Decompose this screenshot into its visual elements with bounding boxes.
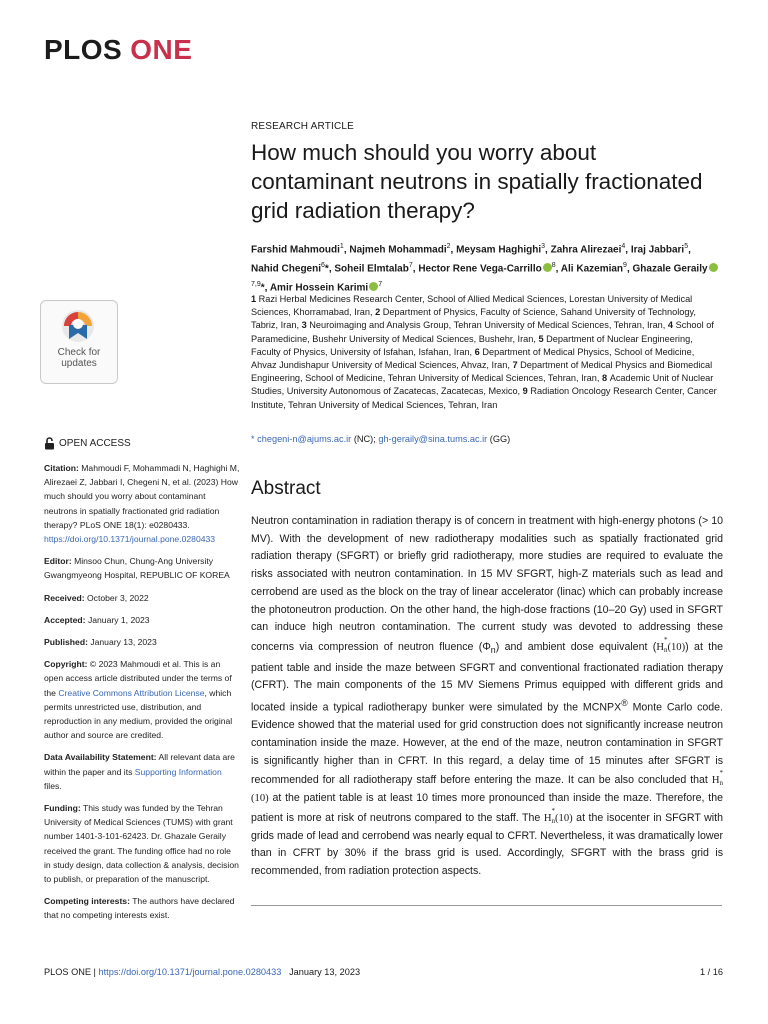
- author-name[interactable]: Ali Kazemian: [560, 263, 624, 275]
- affiliation-text: Razi Herbal Medicines Research Center, School of Allied Medical Sciences, Lorestan University of Medical Sciences, Khorramabad, Iran,: [251, 294, 693, 318]
- abstract-heading: Abstract: [251, 478, 321, 499]
- affiliation-text: Department of Medical Physics, School of Medicine, Ahvaz Jundishapur University of Medical Sciences, Ahvaz, Iran,: [251, 346, 695, 371]
- affiliation-number: 6: [474, 346, 483, 357]
- corresponding-author-marker: *: [260, 281, 265, 293]
- published-label: Published:: [44, 637, 88, 648]
- footer-separator: |: [93, 967, 96, 977]
- email-link-gg[interactable]: gh-geraily@sina.tums.ac.ir: [378, 434, 488, 444]
- author-affiliation-number: 6: [321, 261, 325, 269]
- check-updates-line2: updates: [61, 358, 97, 369]
- supporting-information-link[interactable]: Supporting Information: [134, 766, 222, 777]
- author-affiliation-number: 2: [446, 243, 451, 250]
- author-affiliation-number: 7: [378, 280, 383, 288]
- author-name[interactable]: Hector Rene Vega-Carrillo: [418, 263, 542, 275]
- editor-label: Editor:: [44, 556, 72, 567]
- competing-interests-text: The authors have declared that no competing interests exist.: [44, 896, 235, 921]
- author-affiliation-number: 1: [339, 243, 344, 250]
- logo-one: ONE: [130, 34, 193, 65]
- affiliation-text: Neuroimaging and Analysis Group, Tehran University of Medical Sciences, Tehran, Iran,: [309, 320, 668, 331]
- page-number: 1 / 16: [700, 967, 723, 977]
- abstract-part-5: at the patient table is at least 10 times more pronounced than inside the maze. Therefore, the patient is more at risk of neutrons compared to the staff. The: [251, 792, 723, 824]
- ambient-dose-symbol: H* n(10): [543, 806, 573, 825]
- author-name[interactable]: Zahra Alirezaei: [550, 244, 622, 256]
- data-availability-block: [44, 750, 240, 793]
- author-name[interactable]: Soheil Elmtalab: [334, 263, 409, 275]
- editor-block: [44, 554, 240, 582]
- page-footer: [44, 967, 723, 977]
- data-availability-label: Data Availability Statement:: [44, 752, 157, 763]
- data-availability-text-2: files.: [44, 780, 62, 791]
- section-divider: [251, 905, 722, 906]
- footer-doi-link[interactable]: https://doi.org/10.1371/journal.pone.0280433: [98, 967, 282, 977]
- open-access-label: OPEN ACCESS: [59, 438, 131, 449]
- author-affiliation-number: 9: [623, 261, 627, 269]
- footer-journal: PLOS ONE: [44, 967, 91, 977]
- affiliation-text: Department of Nuclear Engineering, Faculty of Physics, University of Isfahan, Isfahan, Iran,: [251, 333, 693, 357]
- affiliation-text: Department of Physics, Faculty of Science, Sahand University of Technology, Tabriz, Iran,: [251, 307, 696, 331]
- author-list: Farshid Mahmoudi$^1$, Najmeh Mohammadi$^2$, Meysam Haghighi$^3$, Zahra Alirezaei$^4$, Iraj Jabbari$^5$, Nahid Chegeni$^6$*, Soheil Elmtalab$^7$, Hector Rene Vega-Carrillo $^8$, Ali Kazemian$^9$, Ghazale Geraily$^{7,9}$*, Amir Hossein Karimi $^7$: [251, 239, 721, 295]
- article-title: How much should you worry about contaminant neutrons in spatially fractionated grid radiation therapy?: [251, 140, 703, 223]
- accepted-label: Accepted:: [44, 614, 86, 625]
- affiliation-number: 9: [522, 386, 531, 397]
- journal-logo[interactable]: [44, 34, 192, 66]
- competing-interests-block: [44, 894, 240, 922]
- accepted-date: January 1, 2023: [87, 614, 150, 625]
- abstract-part-3: ) at the patient table and inside the maze between SFGRT and conventional fractionated radiation therapy (CFRT). The main components of the 15 MV Siemens Primus equipped with different grids and located inside a typical radiotherapy bunker were simulated by the MCNPX: [251, 640, 723, 714]
- author-affiliation-number: 7,9: [251, 280, 261, 288]
- abstract-part-1: Neutron contamination in radiation therapy is of concern in treatment with high-energy photons (> 10 MV). With the development of new radiotherapy modalities such as spatially fractionated grid radiation therapy (SFGRT) or briefly grid radiotherapy, more studies are required to evaluate the risks associated with neutron contamination. In 15 MV SFGRT, high-Z materials such as lead and cerrobend are used as the block on the tray of linear accelerator (linac) which can probably increase the photoneutron production. On the other hand, the high-dose fractions (10–20 Gy) used in SFGRT can induce high neutron contamination. The current study was devoted to addressing these concerns via compression of neutron fluence (Φ: [251, 515, 723, 653]
- ambient-dose-symbol: H* n(10): [656, 635, 686, 654]
- author-name[interactable]: Nahid Chegeni: [251, 263, 322, 275]
- corr-tag-gg: (GG): [489, 434, 511, 444]
- author-affiliation-number: 4: [621, 243, 626, 250]
- funding-block: [44, 801, 240, 886]
- email-link-nc[interactable]: chegeni-n@ajums.ac.ir: [257, 434, 352, 444]
- funding-text: This study was funded by the Tehran University of Medical Sciences (TUMS) with grant number 1401-3-101-62423. Dr. Ghazale Geraily received the grant. The funding office had no role in study design, data collection & analysis, decision to publish, or preparation of the manuscript.: [44, 803, 239, 885]
- accepted-block: [44, 613, 240, 627]
- abstract-part-6: at the isocenter in SFGRT with grids made of lead and cerrobend was nearly equal to CFRT. Nevertheless, it was dramatically lower than in CFRT by 30% if the brass grid is used. Accordingly, SFGRT with the brass grid is recommended, from radiation protection aspects.: [251, 811, 723, 877]
- corresponding-author-marker: *: [324, 263, 329, 275]
- orcid-icon[interactable]: [369, 282, 378, 291]
- author-name[interactable]: Amir Hossein Karimi: [269, 281, 369, 293]
- author-name[interactable]: Ghazale Geraily: [632, 263, 708, 275]
- affiliation-number: 7: [512, 360, 521, 371]
- affiliation-number: 4: [667, 320, 676, 331]
- received-block: [44, 591, 240, 605]
- corr-marker: *: [251, 434, 255, 444]
- author-name[interactable]: Meysam Haghighi: [456, 244, 542, 256]
- affiliation-number: 8: [602, 373, 610, 384]
- correspondence: [251, 434, 510, 444]
- footer-date: January 13, 2023: [289, 967, 361, 977]
- affiliation-text: Department of Medical Physics and Biomedical Engineering, School of Medicine, Tehran University of Medical Sciences, Tehran, Iran,: [251, 360, 713, 384]
- affiliation-number: 5: [538, 333, 547, 344]
- copyright-text-1: © 2023 Mahmoudi et al. This is an open access article distributed under the terms of the: [44, 659, 232, 698]
- corr-tag-nc: (NC);: [353, 434, 376, 444]
- competing-interests-label: Competing interests:: [44, 896, 130, 907]
- check-for-updates-icon: [61, 309, 95, 343]
- citation-text: Mahmoudi F, Mohammadi N, Haghighi M, Alirezaei Z, Jabbari I, Chegeni N, et al. (2023) How much should you worry about contaminant neutrons in spatially fractionated grid radiation therapy? PLoS ONE 18(1): e0280433.: [44, 463, 240, 530]
- funding-label: Funding:: [44, 803, 81, 814]
- orcid-icon[interactable]: [543, 263, 552, 272]
- copyright-label: Copyright:: [44, 659, 88, 670]
- received-date: October 3, 2022: [87, 592, 149, 603]
- article-type: RESEARCH ARTICLE: [251, 121, 355, 132]
- editor-text: Minsoo Chun, Chung-Ang University Gwangmyeong Hospital, REPUBLIC OF KOREA: [44, 556, 230, 581]
- citation-block: [44, 461, 240, 546]
- check-for-updates-badge[interactable]: [40, 300, 118, 384]
- data-availability-text-1: All relevant data are within the paper and its: [44, 752, 235, 777]
- check-updates-line1: Check for: [57, 347, 101, 358]
- author-affiliation-number: 5: [684, 243, 689, 250]
- author-name[interactable]: Iraj Jabbari: [630, 244, 685, 256]
- author-affiliation-number: 7: [408, 261, 413, 269]
- citation-doi-link[interactable]: https://doi.org/10.1371/journal.pone.0280433: [44, 534, 216, 545]
- license-link[interactable]: Creative Commons Attribution License: [58, 687, 205, 698]
- phi-subscript: n: [490, 645, 496, 656]
- affiliation-list: [251, 293, 721, 412]
- abstract-part-4: Monte Carlo code. Evidence showed that the material used for grid construction does not significantly increase neutron contamination inside the maze. However, at the end of the maze, neutron contamination in SFGRT is significantly higher than in CFRT. In this regard, a delay time of 15 minutes after SFGRT is recommended for all radiotherapy staff before entering the maze. It can be also concluded that: [251, 701, 723, 787]
- affiliation-number: 1: [251, 294, 259, 304]
- abstract-part-2: ) and ambient dose equivalent (: [495, 640, 657, 653]
- received-label: Received:: [44, 592, 85, 603]
- published-block: [44, 635, 240, 649]
- affiliation-text: School of Paramedicine, Bushehr University of Medical Sciences, Bushehr, Iran,: [251, 320, 714, 344]
- author-name[interactable]: Farshid Mahmoudi: [251, 244, 340, 256]
- affiliation-number: 2: [375, 307, 383, 318]
- logo-plos: PLOS: [44, 34, 123, 65]
- copyright-text-2: , which permits unrestricted use, distribution, and reproduction in any medium, provided the original author and source are credited.: [44, 687, 233, 741]
- abstract-body: [251, 513, 723, 881]
- author-affiliation-number: 8: [551, 261, 556, 269]
- published-date: January 13, 2023: [90, 637, 157, 648]
- registered-mark: ®: [621, 698, 628, 709]
- open-access-badge: [44, 437, 131, 450]
- affiliation-text: Academic Unit of Nuclear Studies, University Autonomous of Zacatecas, Zacatecas, Mexico,: [251, 373, 714, 397]
- affiliation-text: Radiation Oncology Research Center, Cancer Institute, Tehran University of Medical Sciences, Tehran, Iran: [251, 386, 717, 410]
- orcid-icon[interactable]: [709, 263, 718, 272]
- ambient-dose-symbol: H* n(10): [251, 769, 723, 805]
- author-affiliation-number: 3: [541, 243, 546, 250]
- copyright-block: [44, 657, 240, 742]
- author-name[interactable]: Najmeh Mohammadi: [349, 244, 447, 256]
- article-info-sidebar: [44, 461, 240, 931]
- citation-label: Citation:: [44, 463, 79, 473]
- open-lock-icon: [44, 437, 55, 450]
- affiliation-number: 3: [301, 320, 310, 331]
